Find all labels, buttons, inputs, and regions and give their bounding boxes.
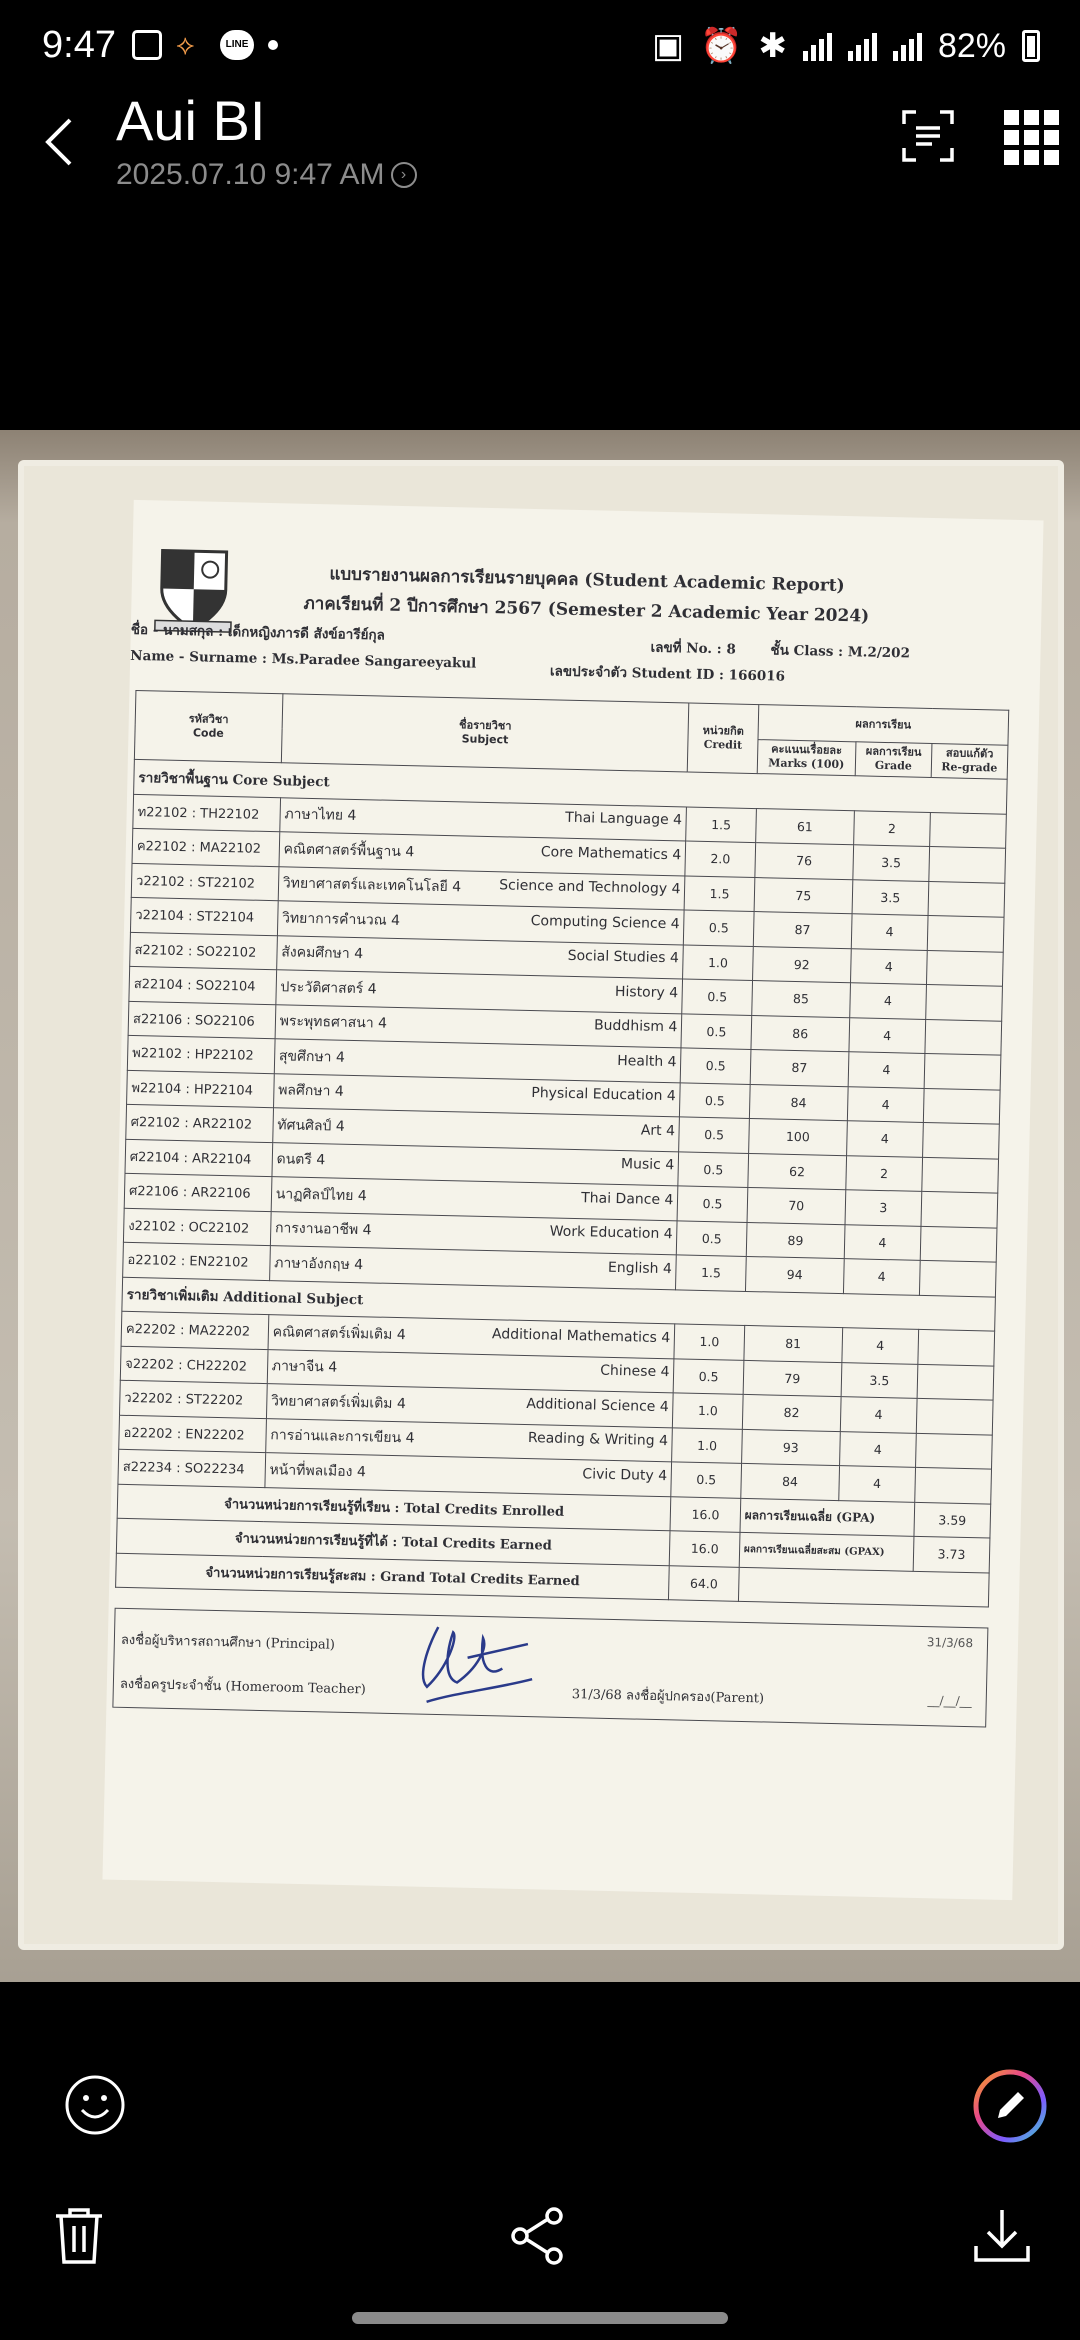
grade-value: 4: [850, 948, 927, 984]
subject-name-thai: ภาษาไทย 4: [284, 806, 357, 825]
grade-value: 4: [840, 1397, 917, 1433]
subject-code: ส22234 : SO22234: [118, 1449, 265, 1487]
marks-value: 79: [743, 1360, 842, 1397]
sim1-signal-icon: [848, 31, 877, 61]
grade-value: 4: [839, 1466, 916, 1502]
regrade-value: [930, 812, 1007, 848]
bluetooth-icon: ✱: [758, 27, 787, 65]
subject-name-english: Core Mathematics 4: [540, 843, 682, 864]
grade-value: 2: [846, 1155, 923, 1191]
subject-code: ศ22104 : AR22104: [125, 1139, 272, 1177]
text-scan-icon[interactable]: [902, 110, 954, 162]
total-enrolled-label: จำนวนหน่วยการเรียนรู้ที่เรียน : Total Credits Enrolled: [117, 1484, 671, 1531]
subject-name-thai: คณิตศาสตร์พื้นฐาน 4: [283, 841, 415, 861]
marks-value: 85: [752, 981, 851, 1018]
subject-name-thai: พลศึกษา 4: [277, 1082, 344, 1101]
credit-value: 0.5: [679, 1117, 749, 1153]
subject-code: อ22202 : EN22202: [119, 1415, 266, 1453]
regrade-value: [927, 915, 1004, 951]
total-enrolled-value: 16.0: [670, 1496, 740, 1532]
subject-name-english: Thai Dance 4: [581, 1189, 674, 1209]
marks-value: 84: [749, 1084, 848, 1121]
subject-code: ค22202 : MA22202: [121, 1311, 268, 1349]
subject-name-english: Art 4: [640, 1122, 676, 1140]
subject-name-english: Computing Science 4: [530, 912, 680, 933]
student-number: เลขที่ No. : 8: [650, 639, 737, 658]
delete-trash-icon[interactable]: [52, 2206, 106, 2266]
regrade-value: [921, 1191, 998, 1227]
subject-name-thai: ภาษาอังกฤษ 4: [274, 1254, 364, 1274]
credit-value: 1.5: [686, 806, 756, 842]
credit-value: 0.5: [674, 1358, 744, 1394]
back-arrow-icon[interactable]: [36, 112, 84, 172]
marks-value: 86: [751, 1015, 850, 1052]
share-icon[interactable]: [508, 2206, 568, 2266]
subject-name-english: English 4: [607, 1259, 673, 1278]
subject-name-thai: สุขศึกษา 4: [278, 1048, 346, 1066]
photo-datetime[interactable]: [116, 158, 417, 192]
credit-value: 0.5: [681, 1048, 751, 1084]
grade-value: 4: [844, 1224, 921, 1260]
subject-name-english: Reading & Writing 4: [527, 1430, 669, 1450]
gallery-notification-icon: [132, 30, 162, 60]
subject-name-english: Chinese 4: [600, 1362, 670, 1381]
subject-name-english: Science and Technology 4: [499, 877, 681, 898]
handwritten-signature: [406, 1606, 538, 1719]
credit-value: 0.5: [681, 1013, 751, 1049]
subject-code: ศ22106 : AR22106: [124, 1173, 271, 1211]
subject-name-english: Civic Duty 4: [582, 1466, 668, 1484]
signature-block: [112, 1608, 988, 1728]
grand-total-value: 64.0: [669, 1565, 739, 1601]
more-notifications-icon: [268, 40, 278, 50]
photo-viewer[interactable]: [0, 430, 1080, 1982]
subject-name-thai: คณิตศาสตร์เพิ่มเติม 4: [272, 1323, 406, 1343]
marks-value: 76: [755, 843, 854, 880]
col-subject-header: ชื่อรายวิชา Subject: [281, 694, 689, 772]
grid-view-icon[interactable]: [1004, 110, 1060, 166]
col-results-header: ผลการเรียน: [758, 705, 1009, 745]
plastic-sleeve: [18, 460, 1064, 1950]
grade-value: 3.5: [853, 845, 930, 881]
marks-value: 75: [754, 877, 853, 914]
regrade-value: [925, 1019, 1002, 1055]
subject-name-thai: ดนตรี 4: [276, 1151, 326, 1169]
col-code-header: รหัสวิชา Code: [134, 690, 282, 762]
student-academic-report: [102, 500, 1043, 1900]
teacher-signature-label: ลงชื่อครูประจำชั้น (Homeroom Teacher): [119, 1676, 366, 1698]
credit-value: 1.5: [684, 875, 754, 911]
grand-total-blank: [738, 1567, 989, 1607]
parent-date: __/__/__: [927, 1693, 972, 1709]
subject-name-english: Additional Science 4: [526, 1395, 669, 1415]
regrade-value: [915, 1433, 992, 1469]
regrade-value: [922, 1157, 999, 1193]
credit-value: 0.5: [682, 979, 752, 1015]
subject-code: ศ22102 : AR22102: [126, 1104, 273, 1142]
credit-value: 0.5: [680, 1082, 750, 1118]
credit-value: 1.0: [672, 1427, 742, 1463]
grade-value: 4: [849, 1017, 926, 1053]
credit-value: 1.5: [676, 1255, 746, 1291]
subject-name-english: Work Education 4: [549, 1223, 673, 1243]
subject-name-english: History 4: [614, 983, 679, 1002]
credit-value: 0.5: [684, 910, 754, 946]
sim2-signal-icon: [893, 31, 922, 61]
report-title: แบบรายงานผลการเรียนรายบุคคล (Student Academic Report): [329, 564, 845, 597]
home-indicator[interactable]: [352, 2312, 728, 2324]
regrade-value: [923, 1088, 1000, 1124]
parent-signature-label: 31/3/68 ลงชื่อผู้ปกครอง(Parent): [571, 1687, 765, 1707]
grade-value: 4: [848, 1052, 925, 1088]
chevron-right-icon[interactable]: ›: [391, 162, 417, 188]
credit-value: 0.5: [671, 1462, 741, 1498]
total-earned-value: 16.0: [670, 1531, 740, 1567]
regrade-value: [926, 984, 1003, 1020]
subject-name-thai: การอ่านและการเขียน 4: [270, 1427, 415, 1447]
marks-value: 87: [753, 912, 852, 949]
subject-name-thai: ภาษาจีน 4: [271, 1358, 338, 1376]
subject-name-thai: นาฏศิลป์ไทย 4: [275, 1186, 367, 1205]
subject-code: อ22102 : EN22102: [123, 1242, 270, 1280]
subject-name-thai: ทัศนศิลป์ 4: [277, 1117, 345, 1135]
marks-value: 82: [742, 1394, 841, 1431]
credit-value: 0.5: [677, 1220, 747, 1256]
regrade-value: [920, 1226, 997, 1262]
subject-code: พ22104 : HP22104: [127, 1070, 274, 1108]
grand-total-label: จำนวนหน่วยการเรียนรู้สะสม : Grand Total Credits Earned: [116, 1553, 670, 1600]
marks-value: 89: [746, 1222, 845, 1259]
subject-code: ว22104 : ST22104: [130, 897, 277, 935]
regrade-value: [924, 1053, 1001, 1089]
grade-value: 3.5: [841, 1362, 918, 1398]
student-id: เลขประจำตัว Student ID : 166016: [549, 663, 786, 685]
col-grade-header: ผลการเรียน Grade: [855, 741, 932, 777]
marks-value: 100: [748, 1118, 847, 1155]
regrade-value: [917, 1364, 994, 1400]
student-class: ชั้น Class : M.2/202: [770, 642, 911, 662]
col-credit-header: หน่วยกิต Credit: [688, 703, 759, 774]
subject-name-thai: ประวัติศาสตร์ 4: [280, 979, 377, 998]
regrade-value: [928, 881, 1005, 917]
subject-name-thai: วิทยาศาสตร์และเทคโนโลยี 4: [282, 875, 462, 896]
total-earned-label: จำนวนหน่วยการเรียนรู้ที่ได้ : Total Credits Earned: [116, 1518, 670, 1565]
album-title: Aui BI: [116, 89, 266, 152]
battery-percent: 82%: [937, 26, 1006, 65]
alarm-icon: ⏰: [700, 27, 743, 65]
principal-signature-label: ลงชื่อผู้บริหารสถานศึกษา (Principal): [120, 1632, 336, 1653]
subject-code: ท22102 : TH22102: [133, 794, 280, 832]
gpax-label: ผลการเรียนเฉลี่ยสะสม (GPAX): [739, 1532, 914, 1570]
marks-value: 84: [741, 1463, 840, 1500]
credit-value: 1.0: [673, 1393, 743, 1429]
regrade-value: [916, 1398, 993, 1434]
battery-saver-icon: ▣: [651, 27, 685, 65]
regrade-value: [926, 950, 1003, 986]
subject-code: ว22102 : ST22102: [131, 863, 278, 901]
subject-code: จ22202 : CH22202: [120, 1346, 267, 1384]
col-marks-header: คะแนนเรื่อยละ Marks (100): [757, 739, 856, 776]
grade-value: 4: [847, 1086, 924, 1122]
marks-value: 81: [744, 1325, 843, 1362]
marks-value: 93: [741, 1429, 840, 1466]
download-icon[interactable]: [972, 2206, 1032, 2266]
marks-value: 87: [750, 1049, 849, 1086]
grade-value: 3: [845, 1190, 922, 1226]
core-subject-section: รายวิชาพื้นฐาน Core Subject: [134, 759, 1008, 813]
regrade-value: [918, 1329, 995, 1365]
subject-name-thai: หน้าที่พลเมือง 4: [269, 1461, 367, 1481]
regrade-value: [915, 1467, 992, 1503]
grade-value: 4: [846, 1121, 923, 1157]
photo-datetime-text: 2025.07.10 9:47 AM: [116, 158, 385, 191]
subject-name-thai: วิทยาการคำนวณ 4: [281, 910, 401, 929]
col-regrade-header: สอบแก้ตัว Re-grade: [931, 743, 1008, 779]
regrade-value: [922, 1122, 999, 1158]
credit-value: 0.5: [678, 1151, 748, 1187]
subject-code: ส22102 : SO22102: [130, 932, 277, 970]
marks-value: 70: [747, 1187, 846, 1224]
status-time: 9:47: [42, 24, 116, 66]
line-notification-icon: LINE: [220, 30, 254, 60]
credit-value: 1.0: [674, 1324, 744, 1360]
grades-table: [115, 690, 1009, 1608]
subject-name-english: Health 4: [617, 1052, 677, 1071]
marks-value: 62: [748, 1153, 847, 1190]
subject-code: ค22102 : MA22102: [132, 828, 279, 866]
subject-name-english: Music 4: [620, 1156, 675, 1174]
marks-value: 61: [755, 808, 854, 845]
edit-pencil-icon[interactable]: [972, 2068, 1048, 2144]
subject-name-english: Physical Education 4: [531, 1085, 676, 1105]
subject-name-english: Buddhism 4: [593, 1017, 678, 1036]
app-notification-icon: ⟡: [176, 29, 195, 60]
wifi-signal-icon: [803, 31, 832, 61]
marks-value: 92: [752, 946, 851, 983]
gpa-label: ผลการเรียนเฉลี่ย (GPA): [740, 1498, 915, 1536]
gpax-value: 3.73: [913, 1536, 990, 1572]
subject-name-english: Additional Mathematics 4: [491, 1325, 671, 1346]
regrade-value: [929, 846, 1006, 882]
subject-name-english: Social Studies 4: [567, 948, 680, 967]
status-bar: [0, 0, 1080, 100]
principal-date: 31/3/68: [926, 1635, 974, 1651]
credit-value: 0.5: [677, 1186, 747, 1222]
report-semester: ภาคเรียนที่ 2 ปีการศึกษา 2567 (Semester 2 Academic Year 2024): [303, 593, 870, 627]
marks-value: 94: [745, 1256, 844, 1293]
regrade-value: [919, 1260, 996, 1296]
gpa-value: 3.59: [914, 1502, 991, 1538]
subject-code: พ22102 : HP22102: [127, 1035, 274, 1073]
grade-value: 4: [851, 914, 928, 950]
credit-value: 2.0: [685, 841, 755, 877]
subject-code: ส22106 : SO22106: [128, 1001, 275, 1039]
grade-value: 3.5: [852, 879, 929, 915]
grade-value: 4: [850, 983, 927, 1019]
subject-name-thai: วิทยาศาสตร์เพิ่มเติม 4: [270, 1392, 407, 1413]
subject-code: ส22104 : SO22104: [129, 966, 276, 1004]
smiley-icon[interactable]: [64, 2074, 126, 2136]
student-name-thai: ชื่อ - นามสกุล : เด็กหญิงภารดี สังข์อารีย์กุล: [130, 621, 386, 644]
credit-value: 1.0: [683, 944, 753, 980]
additional-subject-section: รายวิชาเพิ่มเติม Additional Subject: [122, 1277, 996, 1331]
subject-name-thai: พระพุทธศาสนา 4: [279, 1013, 388, 1032]
subject-code: ว22202 : ST22202: [120, 1380, 267, 1418]
grade-value: 4: [843, 1259, 920, 1295]
student-name-english: Name - Surname : Ms.Paradee Sangareeyakul: [130, 647, 477, 672]
grade-value: 4: [839, 1431, 916, 1467]
subject-name-thai: การงานอาชีพ 4: [274, 1220, 372, 1239]
subject-code: ง22102 : OC22102: [123, 1208, 270, 1246]
battery-icon: [1022, 30, 1040, 62]
subject-name-english: Thai Language 4: [565, 809, 683, 829]
subject-name-thai: สังคมศึกษา 4: [281, 944, 364, 963]
grade-value: 2: [854, 810, 931, 846]
grade-value: 4: [842, 1328, 919, 1364]
